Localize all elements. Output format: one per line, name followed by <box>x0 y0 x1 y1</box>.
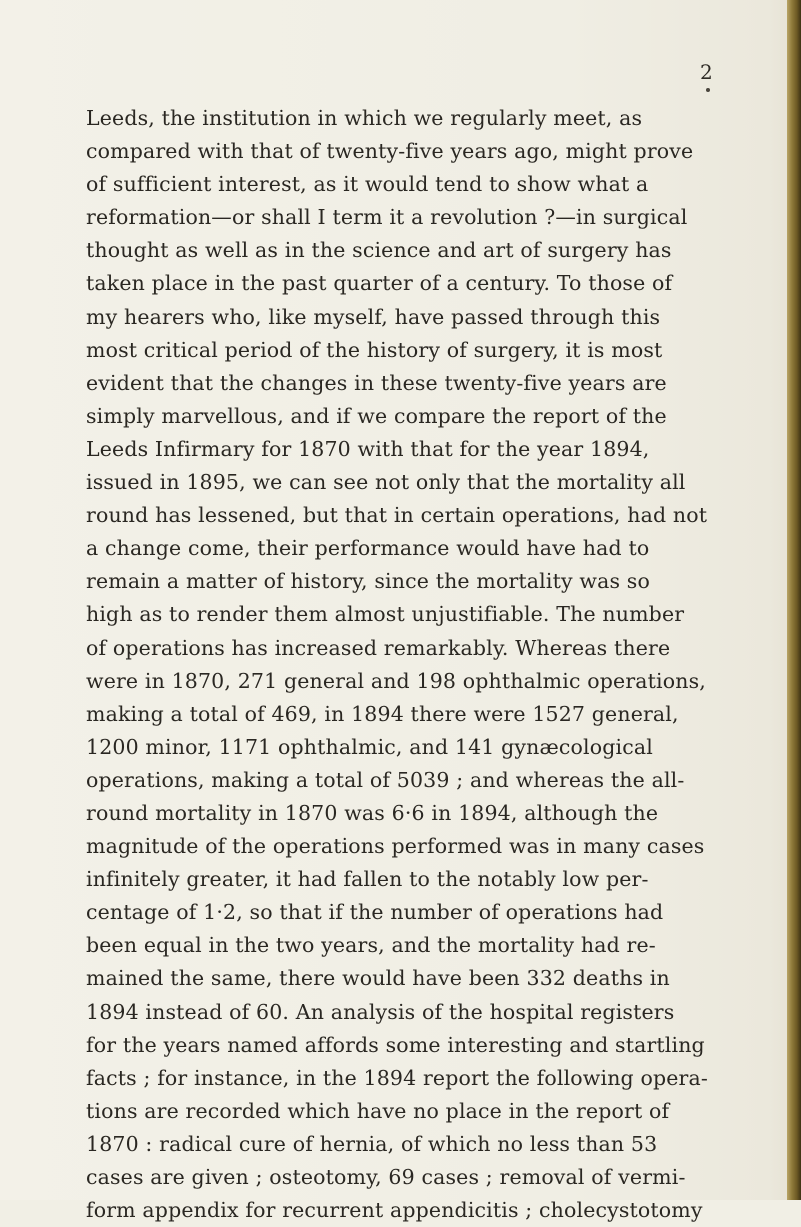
page-number: 2 <box>700 60 713 84</box>
text-line: round mortality in 1870 was 6·6 in 1894, although the <box>86 800 659 825</box>
text-line: been equal in the two years, and the mortality had re- <box>86 933 656 958</box>
text-line: centage of 1·2, so that if the number of operations had <box>86 900 664 925</box>
text-line: 1870 : radical cure of hernia, of which no less than 53 <box>86 1131 658 1156</box>
text-line: high as to render them almost unjustifiable. The number <box>86 602 685 627</box>
text-line: of sufficient interest, as it would tend to show what a <box>86 172 649 197</box>
text-line: operations, making a total of 5039 ; and whereas the all- <box>86 767 685 792</box>
text-line: issued in 1895, we can see not only that the mortality all <box>86 470 686 495</box>
text-line: my hearers who, like myself, have passed through this <box>86 304 661 329</box>
text-line: reformation—or shall I term it a revolution ?—in surgical <box>86 205 688 230</box>
text-line: tions are recorded which have no place in the report of <box>86 1098 670 1123</box>
text-line: most critical period of the history of surgery, it is most <box>86 337 663 362</box>
text-line: remain a matter of history, since the mortality was so <box>86 569 650 594</box>
text-line: infinitely greater, it had fallen to the notably low per- <box>86 867 649 892</box>
text-line: of operations has increased remarkably. Whereas there <box>86 635 671 660</box>
page-mark <box>706 88 710 92</box>
body-text <box>86 102 706 1227</box>
text-line: 1894 instead of 60. An analysis of the hospital registers <box>86 999 675 1024</box>
text-line: round has lessened, but that in certain operations, had not <box>86 503 708 528</box>
text-line: making a total of 469, in 1894 there were 1527 general, <box>86 701 679 726</box>
book-edge <box>787 0 801 1200</box>
text-line: magnitude of the operations performed was in many cases <box>86 834 705 859</box>
text-line: thought as well as in the science and art of surgery has <box>86 238 672 263</box>
text-line: facts ; for instance, in the 1894 report the following opera- <box>86 1065 708 1090</box>
text-line: Leeds Infirmary for 1870 with that for the year 1894, <box>86 436 650 461</box>
text-line: compared with that of twenty-five years ago, might prove <box>86 139 694 164</box>
text-line: 1200 minor, 1171 ophthalmic, and 141 gynæcological <box>86 734 653 759</box>
text-line: taken place in the past quarter of a century. To those of <box>86 271 673 296</box>
text-line: evident that the changes in these twenty-five years are <box>86 370 667 395</box>
text-line: were in 1870, 271 general and 198 ophthalmic operations, <box>86 668 706 693</box>
text-line: mained the same, there would have been 332 deaths in <box>86 966 670 991</box>
text-line: simply marvellous, and if we compare the report of the <box>86 403 667 428</box>
text-line: Leeds, the institution in which we regularly meet, as <box>86 106 643 130</box>
text-line: for the years named affords some interesting and startling <box>86 1032 705 1057</box>
text-line: cases are given ; osteotomy, 69 cases ; removal of vermi- <box>86 1165 686 1189</box>
text-line: form appendix for recurrent appendicitis ; cholecystotomy <box>86 1198 703 1223</box>
text-line: a change come, their performance would have had to <box>86 536 650 561</box>
